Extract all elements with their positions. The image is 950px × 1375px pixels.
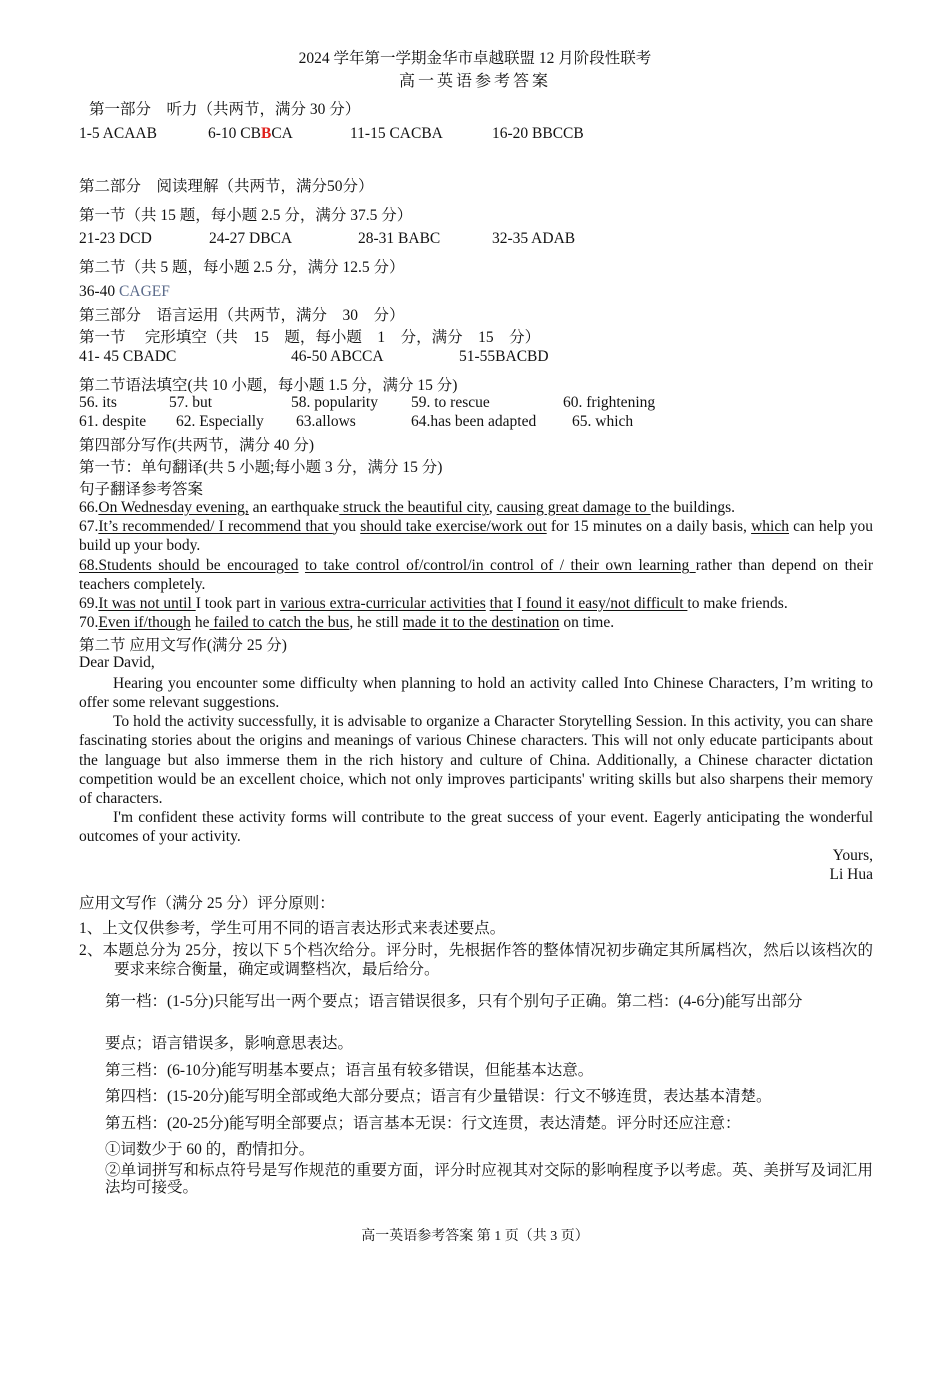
page-footer: 高一英语参考答案 第 1 页（共 3 页） <box>361 1229 589 1244</box>
scoring-level-5: 第五档：(20-25分)能写明全部要点；语言基本无误：行文连贯，表达清楚。评分时还应注意： <box>105 1115 741 1132</box>
t67-part: It’s recommended/ I recommend that <box>98 518 333 535</box>
answer-46-50: 46-50 ABCCA <box>291 348 384 365</box>
answer-62: 62. Especially <box>176 413 264 430</box>
t67-text: you <box>332 518 361 535</box>
translation-70 <box>79 613 873 632</box>
answer-6-10-suffix: CA <box>271 125 293 142</box>
letter-closing: Yours, <box>832 847 873 864</box>
t69-part: various extra-curricular activities <box>280 595 486 612</box>
answer-64: 64.has been adapted <box>411 413 537 430</box>
t68-text: rather than depend on their teachers completely. <box>79 557 873 594</box>
answer-65: 65. which <box>572 413 634 430</box>
answer-6-10 <box>208 125 293 143</box>
t67-text: can help you build up your body. <box>79 518 873 555</box>
reading-section2-heading: 第二节（共 5 题，每小题 2.5 分，满分 12.5 分） <box>79 259 405 276</box>
t67-part: should take exercise/work out <box>360 518 547 535</box>
answer-60: 60. frightening <box>563 394 656 411</box>
t69-part: It was not until <box>98 595 196 612</box>
t67-num: 67. <box>79 518 99 535</box>
answer-57: 57. but <box>169 394 213 411</box>
document-subtitle: 高一英语参考答案 <box>398 73 551 90</box>
translation-67 <box>79 517 873 556</box>
t66-part: causing great damage to <box>496 499 651 516</box>
reading-section1-heading: 第一节（共 15 题，每小题 2.5 分，满分 37.5 分） <box>79 207 413 224</box>
answer-36-40-label: 36-40 <box>79 283 120 300</box>
answer-58: 58. popularity <box>291 394 378 411</box>
answer-1-5: 1-5 ACAAB <box>79 125 157 142</box>
document-title: 2024 学年第一学期金华市卓越联盟 12 月阶段性联考 <box>298 50 652 67</box>
answer-59: 59. to rescue <box>411 394 490 411</box>
answer-16-20: 16-20 BBCCB <box>492 125 584 142</box>
letter-paragraph-1: Hearing you encounter some difficulty when planning to hold an activity called Into Chinese Characters, I’m writing to offer some relevant suggestions. <box>79 675 873 712</box>
translation-66 <box>79 498 873 517</box>
scoring-rule-1: 1、上文仅供参考，学生可用不同的语言表达形式来表述要点。 <box>79 920 506 937</box>
t70-part: made it to the destination <box>402 614 560 631</box>
translation-reference-heading: 句子翻译参考答案 <box>79 481 204 498</box>
t69-text: to make friends. <box>687 595 788 612</box>
t68-part: to take control of/control/in control of / their own learning <box>304 557 696 574</box>
language-heading: 第三部分 语言运用（共两节，满分 30 分） <box>79 307 405 324</box>
translation-68 <box>79 556 873 595</box>
answer-11-15: 11-15 CACBA <box>350 125 443 142</box>
scoring-note-1: ①词数少于 60 的，酌情扣分。 <box>105 1141 315 1158</box>
answer-6-10-prefix: 6-10 CB <box>208 125 261 142</box>
t69-num: 69. <box>79 595 99 612</box>
letter-signature: Li Hua <box>829 866 873 883</box>
translation-heading: 第一节：单句翻译(共 5 小题;每小题 3 分，满分 15 分) <box>79 459 443 476</box>
t70-part: failed to catch the bus <box>209 614 350 631</box>
reading-heading: 第二部分 阅读理解（共两节，满分50分） <box>79 178 374 195</box>
t66-part: struck the beautiful city <box>339 499 489 516</box>
scoring-level-1-2: 第一档：(1-5分)只能写出一两个要点；语言错误很多，只有个别句子正确。第二档：(4-6分)能写出部分 <box>105 993 803 1010</box>
cloze-heading: 第一节 完形填空（共 15 题，每小题 1 分，满分 15 分） <box>79 329 541 346</box>
scoring-rule-2: 2、本题总分为 25分，按以下 5个档次给分。评分时，先根据作答的整体情况初步确定其所属档次，然后以该档次的要求来综合衡量，确定或调整档次，最后给分。 <box>79 942 873 978</box>
letter-greeting: Dear David, <box>79 654 155 671</box>
t66-text: , <box>488 499 497 516</box>
answer-61: 61. despite <box>79 413 147 430</box>
answer-36-40-value: CAGEF <box>119 283 170 300</box>
scoring-note-2: ②单词拼写和标点符号是写作规范的重要方面，评分时应视其对交际的影响程度予以考虑。英、美拼写及词汇用法均可接受。 <box>105 1162 873 1196</box>
answer-51-55: 51-55BACBD <box>459 348 549 365</box>
letter-writing-heading: 第二节 应用文写作(满分 25 分) <box>79 637 287 654</box>
scoring-level-4: 第四档：(15-20分)能写明全部或绝大部分要点；语言有少量错误：行文不够连贯，表达基本清楚。 <box>105 1088 772 1105</box>
grammar-heading: 第二节语法填空(共 10 小题，每小题 1.5 分，满分 15 分) <box>79 377 458 394</box>
answer-24-27: 24-27 DBCA <box>209 230 293 247</box>
t68-part: 68.Students should be encouraged <box>79 557 299 574</box>
t70-text: on time. <box>559 614 615 631</box>
letter-paragraph-2: To hold the activity successfully, it is advisable to organize a Character Storytelling Session. In this activity, you can share fascinating stories about the origins and meanings of various Chinese characters. This will not only educate participants about the language but also immerse them in the rich history and culture of China. Additionally, a Chinese character dictation competition would be an excellent choice, which not only improves participants' writing skills but also sharpens their memory of characters. <box>79 713 873 808</box>
scoring-level-2-cont: 要点；语言错误多，影响意思表达。 <box>105 1035 354 1052</box>
t69-text: I <box>512 595 522 612</box>
writing-heading: 第四部分写作(共两节，满分 40 分) <box>79 437 315 454</box>
t66-text: the buildings. <box>650 499 736 516</box>
t66-text: an earthquake <box>248 499 340 516</box>
answer-32-35: 32-35 ADAB <box>492 230 576 247</box>
answer-21-23: 21-23 DCD <box>79 230 152 247</box>
scoring-heading: 应用文写作（满分 25 分）评分原则： <box>79 895 335 912</box>
t69-part: found it easy/not difficult <box>521 595 688 612</box>
t67-part: which <box>751 518 789 535</box>
t70-part: Even if/though <box>98 614 191 631</box>
t67-text: for 15 minutes on a daily basis, <box>546 518 752 535</box>
t69-part: that <box>489 595 513 612</box>
t66-part: On Wednesday evening, <box>98 499 249 516</box>
scoring-level-3: 第三档：(6-10分)能写明基本要点；语言虽有较多错误，但能基本达意。 <box>105 1062 594 1079</box>
answer-56: 56. its <box>79 394 117 411</box>
t70-text: , he still <box>349 614 403 631</box>
answer-28-31: 28-31 BABC <box>358 230 441 247</box>
t69-text: I took part in <box>195 595 281 612</box>
letter-paragraph-3: I'm confident these activity forms will contribute to the great success of your event. Eagerly anticipating the wonderful outcomes of your activity. <box>79 809 873 846</box>
translation-69 <box>79 594 873 613</box>
t66-num: 66. <box>79 499 99 516</box>
answer-41-45: 41- 45 CBADC <box>79 348 177 365</box>
answer-63: 63.allows <box>296 413 356 430</box>
t70-text: he <box>190 614 210 631</box>
listening-heading: 第一部分 听力（共两节，满分 30 分） <box>89 101 361 118</box>
answer-correction-mark: B <box>260 125 272 142</box>
answer-36-40 <box>79 283 170 301</box>
t70-num: 70. <box>79 614 99 631</box>
